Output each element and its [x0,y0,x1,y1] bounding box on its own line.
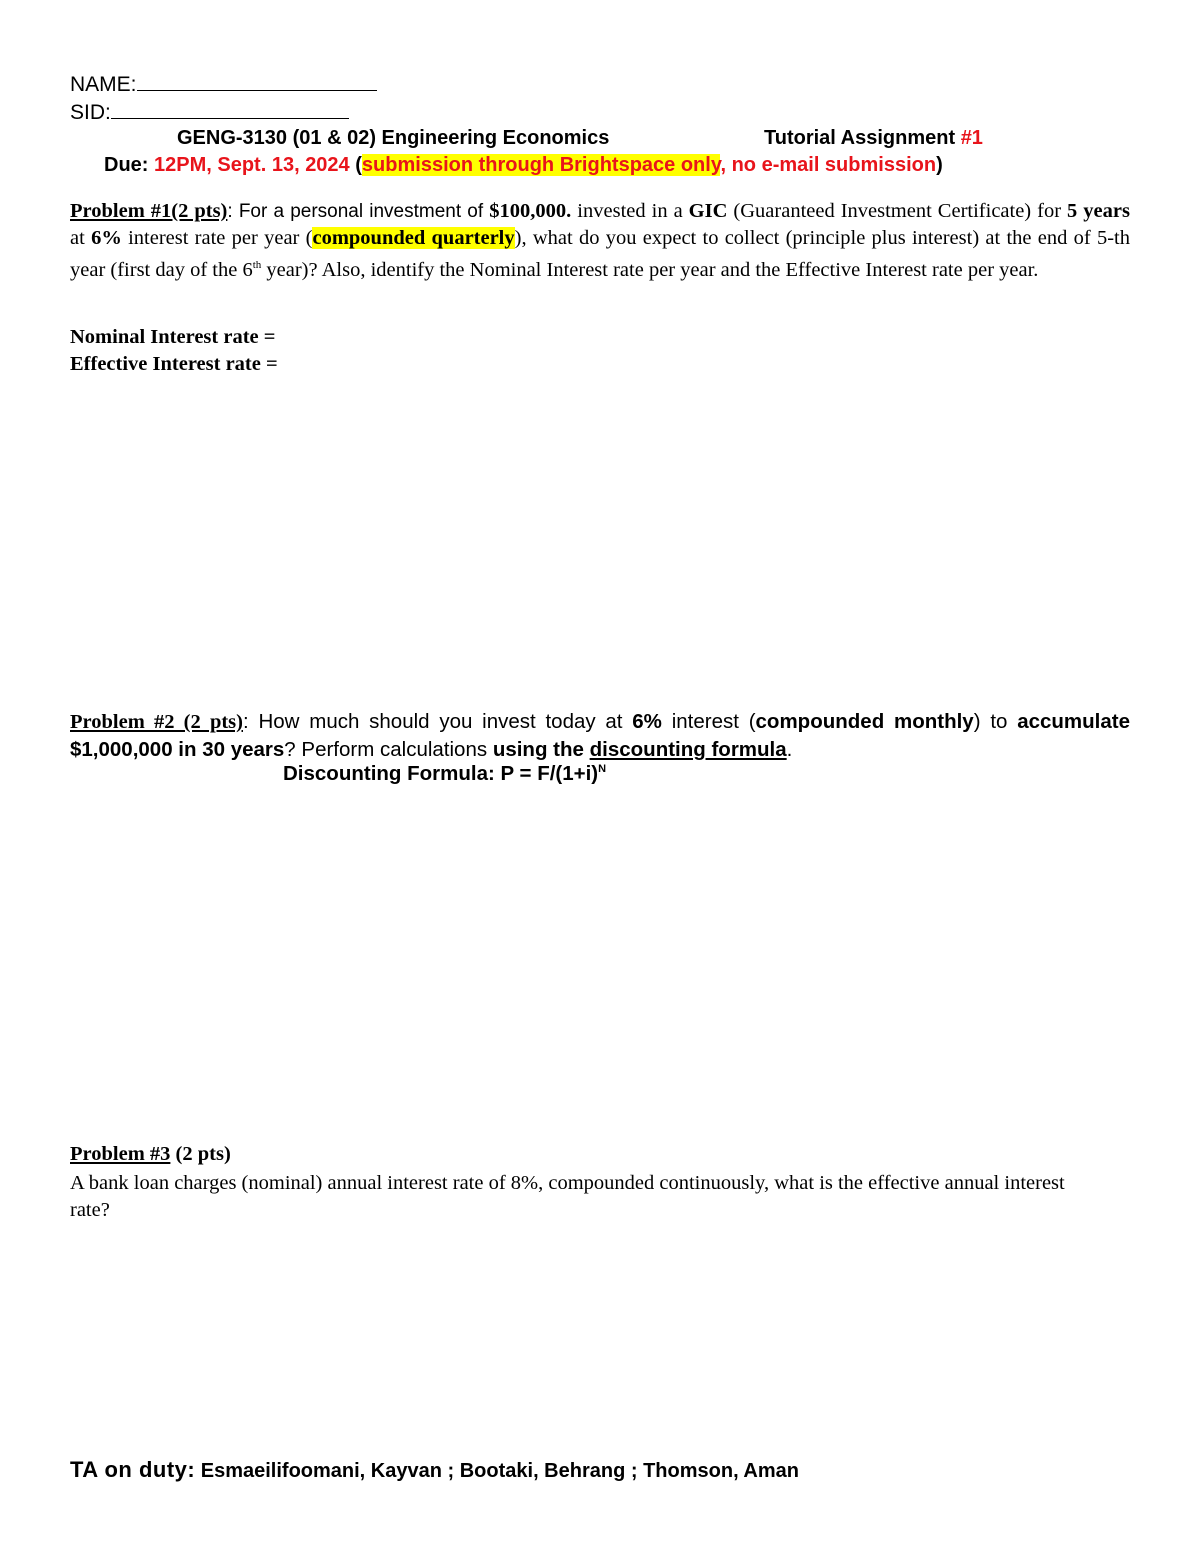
problem1-statement [70,198,1130,284]
problem1-amount: $100,000. [489,200,572,222]
ta-label: TA on duty: [70,1457,196,1482]
problem1-text: interest rate per year ( [121,227,313,249]
effective-rate-label: Effective Interest rate = [70,353,278,375]
problem1-text: invested in a [571,200,689,222]
sid-label: SID: [70,101,111,124]
nominal-rate-label: Nominal Interest rate = [70,326,276,348]
problem2-rate: 6% [632,710,662,733]
problem2-statement [70,708,1130,763]
discounting-formula [283,762,606,786]
problem2-compounding: compounded monthly [755,710,974,733]
problem2-text: : How much should you invest today at [243,710,633,733]
problem2-title: Problem #2 (2 pts) [70,711,243,733]
problem1-years: 5 years [1067,200,1130,222]
problem1-superscript: th [252,259,262,271]
close-paren: ) [936,154,943,176]
sid-blank-line[interactable] [111,100,349,119]
problem3-title [70,1143,231,1166]
name-blank-line[interactable] [137,72,377,91]
no-email-note: , no e-mail submission [720,154,937,176]
problem2-text: interest ( [661,710,756,733]
problem3-points: (2 pts) [170,1143,231,1165]
problem2-text: ? Perform calculations [284,738,493,761]
due-label: Due: [104,154,149,176]
problem1-rate: 6% [91,227,122,249]
sid-field[interactable] [70,100,349,125]
problem2-goal: accumulate $1,000,000 in 30 years [70,710,1130,761]
problem2-using: using the [492,738,590,761]
problem3-title-main: Problem #3 [70,1143,171,1165]
problem2-text: ) to [973,710,1018,733]
problem1-text: at [70,227,92,249]
assignment-title [764,127,983,150]
course-title: GENG-3130 (01 & 02) Engineering Economics [177,127,610,149]
discounting-formula-term: discounting formula [589,738,787,761]
problem1-text: year)? Also, identify the Nominal Interest rate per year and the Effective Interest rate per year. [261,258,1039,281]
name-label: NAME: [70,73,137,96]
problem1-compounding: compounded quarterly [312,227,515,249]
problem1-gic: GIC [688,200,728,222]
ta-on-duty [70,1457,799,1483]
problem1-text: (Guaranteed Investment Certificate) for [727,200,1068,222]
problem1-title: Problem #1(2 pts) [70,200,228,222]
assignment-prefix: Tutorial Assignment [764,127,961,149]
formula-exponent: N [598,763,607,775]
problem3-statement: A bank loan charges (nominal) annual interest rate of 8%, compounded continuously, what is the effective annual interest rate? [70,1172,1065,1221]
name-field[interactable] [70,72,377,97]
problem2-text: . [786,738,793,761]
ta-names: Esmaeilifoomani, Kayvan ; Bootaki, Behrang ; Thomson, Aman [200,1460,800,1482]
assignment-number: #1 [960,127,983,149]
submission-note: submission through Brightspace only [361,154,721,176]
open-paren: ( [355,154,362,176]
due-date: 12PM, Sept. 13, 2024 [154,154,350,176]
formula-text: Discounting Formula: P = F/(1+i) [283,762,599,785]
problem1-text: : For a personal investment of [227,201,490,222]
problem1-text: ), what do you expect to collect (principle plus interest) at the end of 5-th year (first day of the 6 [70,227,1131,281]
due-line [104,154,943,177]
